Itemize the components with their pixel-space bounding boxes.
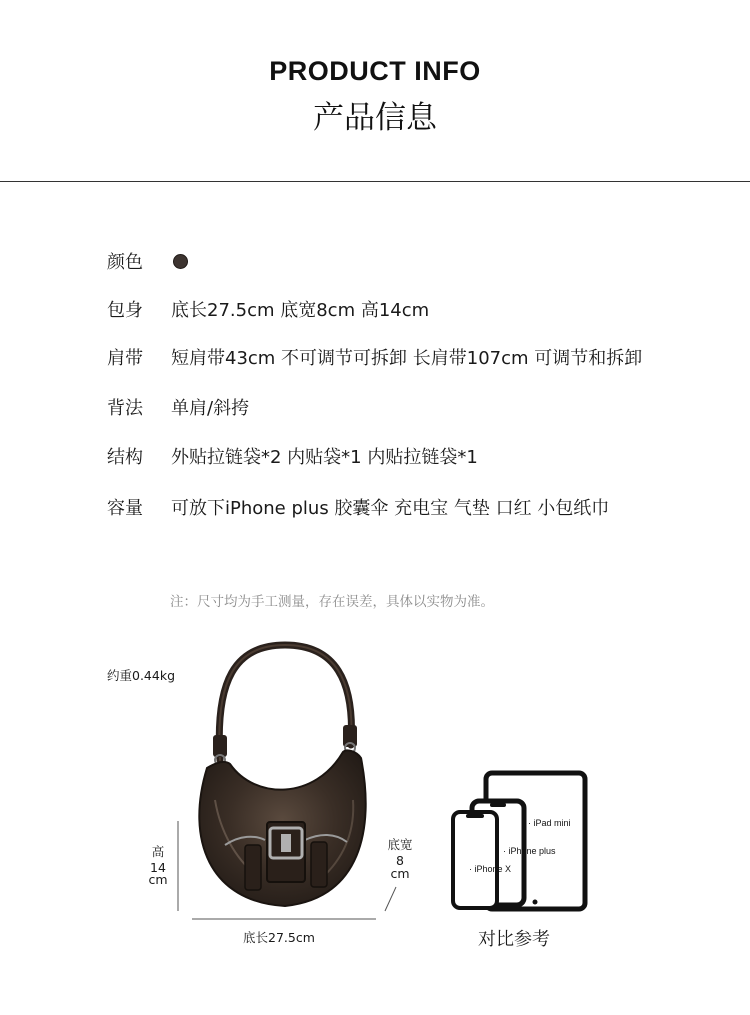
height-value: 14	[150, 860, 166, 875]
title-english: PRODUCT INFO	[269, 56, 481, 86]
title-chinese: 产品信息	[313, 100, 437, 136]
spec-value: 底长27.5cm 底宽8cm 高14cm	[171, 300, 430, 321]
width-dimension	[380, 838, 420, 880]
measurement-note: 注：尺寸均为手工测量，存在误差，具体以实物为准。	[170, 594, 494, 610]
spec-value: 短肩带43cm 不可调节可拆卸 长肩带107cm 可调节和拆卸	[171, 348, 643, 369]
spec-row-strap	[107, 344, 642, 370]
spec-label: 结构	[107, 447, 143, 468]
width-value: 8	[396, 853, 404, 868]
spec-row-carry	[107, 394, 249, 420]
length-dimension: 底长27.5cm	[243, 930, 315, 945]
device-label-ipad-mini: · iPad mini	[528, 818, 571, 828]
spec-value: 可放下iPhone plus 胶囊伞 充电宝 气垫 口红 小包纸巾	[171, 498, 610, 519]
comparison-title: 对比参考	[478, 929, 550, 950]
spec-row-structure	[107, 443, 478, 469]
spec-label: 颜色	[107, 252, 143, 273]
spec-row-body	[107, 296, 429, 322]
spec-label: 容量	[107, 498, 143, 519]
device-label-iphone-plus: · iPhone plus	[503, 846, 556, 856]
spec-value: 单肩/斜挎	[171, 398, 250, 419]
width-label: 底宽	[387, 837, 413, 852]
device-label-iphone-x: · iPhone X	[469, 864, 512, 874]
spec-value: 外贴拉链袋*2 内贴袋*1 内贴拉链袋*1	[171, 447, 478, 468]
height-unit: cm	[148, 872, 168, 887]
spec-label: 包身	[107, 300, 143, 321]
spec-row-color	[107, 248, 188, 274]
height-label: 高	[151, 844, 165, 859]
header-divider	[0, 181, 750, 182]
dimension-lines	[170, 815, 410, 925]
color-swatch	[173, 254, 188, 269]
height-dimension	[146, 846, 170, 886]
device-comparison-image	[450, 770, 590, 912]
width-unit: cm	[390, 866, 410, 881]
spec-label: 肩带	[107, 348, 143, 369]
spec-row-capacity	[107, 494, 609, 520]
weight-label: 约重0.44kg	[107, 668, 176, 683]
spec-label: 背法	[107, 398, 143, 419]
